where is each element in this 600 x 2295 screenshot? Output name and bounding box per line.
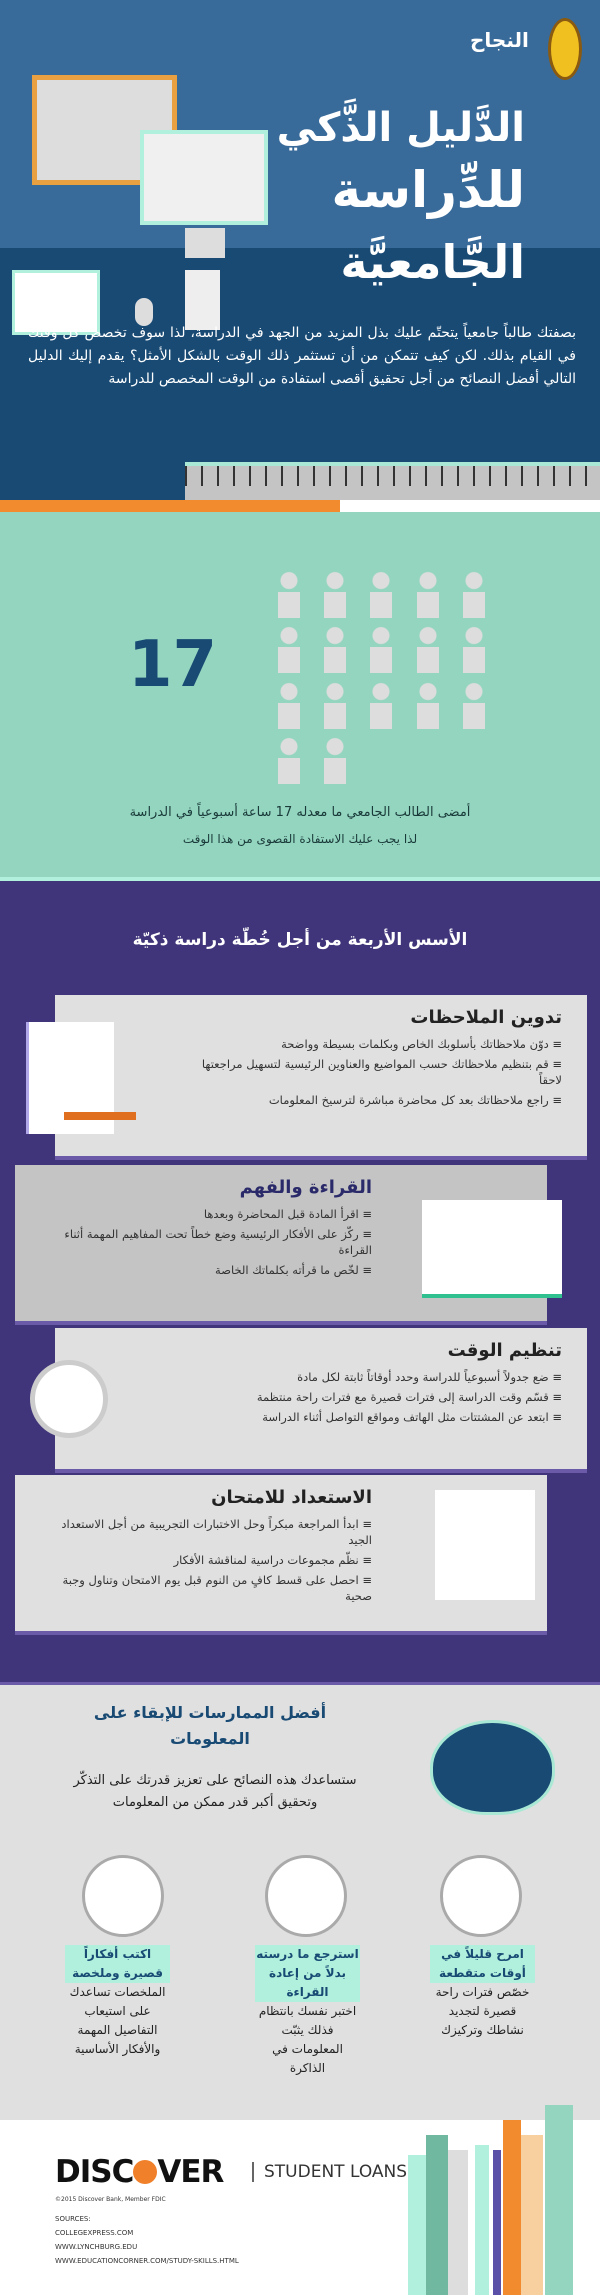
book-spine-icon bbox=[448, 2150, 468, 2295]
person-icon bbox=[272, 625, 306, 673]
copyright: ©2015 Discover Bank, Member FDIC bbox=[55, 2196, 166, 2203]
person-icon bbox=[457, 625, 491, 673]
best-practices-desc: ستساعدك هذه النصائح على تعزيز قدرتك على التذكّر وتحقيق أكبر قدر ممكن من المعلومات bbox=[73, 1773, 357, 1810]
stat-text bbox=[60, 800, 540, 852]
tip-text: خصّص فترات راحة قصيرة لتجديد نشاطك وتركيزك bbox=[435, 1985, 530, 2037]
pillars-title: الأسس الأربعة من أجل خُطّة دراسة ذكيّة bbox=[132, 930, 468, 950]
pen-icon bbox=[64, 1112, 136, 1120]
tip-title: امرح قليلاً في أوقات متقطعة bbox=[430, 1945, 535, 1983]
person-icon bbox=[272, 736, 306, 784]
title-line-2: للدِّراسة bbox=[331, 161, 525, 219]
card-item: ≡ اقرأ المادة قبل المحاضرة وبعدها bbox=[40, 1206, 372, 1222]
card-item: ≡ ضع جدولاً أسبوعياً للدراسة وحدد أوقاتاً ثابتة لكل مادة bbox=[145, 1369, 562, 1385]
tip-3 bbox=[65, 1945, 170, 2059]
boxes-icon bbox=[440, 1855, 522, 1937]
student-loans-label: STUDENT LOANS bbox=[252, 2162, 407, 2182]
monitor-stand-icon bbox=[185, 228, 225, 258]
card-item: ≡ دوّن ملاحظاتك بأسلوبك الخاص وبكلمات بسيطة وواضحة bbox=[190, 1036, 562, 1052]
brand-start: DISC bbox=[55, 2154, 134, 2190]
person-icon bbox=[272, 570, 306, 618]
best-practices-title: أفضل الممارسات للإبقاء على المعلومات bbox=[93, 1703, 327, 1748]
exam-papers-icon bbox=[435, 1490, 535, 1600]
stat-line-2: لذا يجب عليك الاستفادة القصوى من هذا الوقت bbox=[182, 832, 418, 846]
card-title: الاستعداد للامتحان bbox=[211, 1487, 372, 1508]
refresh-icon bbox=[82, 1855, 164, 1937]
card-item: ≡ قم بتنظيم ملاحظاتك حسب المواضيع والعناوين الرئيسية لتسهيل مراجعتها لاحقاً bbox=[190, 1056, 562, 1088]
card-title: تدوين الملاحظات bbox=[410, 1007, 562, 1028]
university-logo-icon bbox=[548, 18, 582, 80]
tip-text: اختبر نفسك بانتظام فذلك يثبّت المعلومات في الذاكرة bbox=[258, 2004, 357, 2075]
ruler-icon bbox=[185, 462, 600, 500]
brand-end: VER bbox=[157, 2154, 224, 2190]
person-icon bbox=[318, 625, 352, 673]
book-spine-icon bbox=[521, 2135, 543, 2295]
person-icon bbox=[272, 681, 306, 729]
book-spine-icon bbox=[493, 2150, 501, 2295]
open-book-icon bbox=[422, 1200, 562, 1298]
tip-2 bbox=[255, 1945, 360, 2078]
book-spine-icon bbox=[545, 2105, 573, 2295]
people-grid bbox=[272, 570, 497, 785]
source-link[interactable]: WWW.LYNCHBURG.EDU bbox=[55, 2243, 138, 2251]
book-spine-icon bbox=[426, 2135, 448, 2295]
card-item: ≡ ابتعد عن المشتتات مثل الهاتف ومواقع التواصل أثناء الدراسة bbox=[145, 1409, 562, 1425]
card-item: ≡ احصل على قسط كافٍ من النوم قبل يوم الامتحان وتناول وجبة صحية bbox=[40, 1572, 372, 1604]
person-icon bbox=[318, 736, 352, 784]
card-time-management bbox=[55, 1328, 587, 1473]
tip-title: استرجع ما درسته بدلاً من إعادة القراءة bbox=[255, 1945, 360, 2002]
alarm-clock-icon bbox=[30, 1360, 108, 1438]
sources-label: SOURCES: bbox=[55, 2215, 91, 2223]
tip-1 bbox=[430, 1945, 535, 2040]
title-line-1: الدَّليل الذَّكي bbox=[276, 105, 525, 151]
source-link[interactable]: WWW.EDUCATIONCORNER.COM/STUDY-SKILLS.HTML bbox=[55, 2257, 239, 2265]
source-link[interactable]: COLLEGEXPRESS.COM bbox=[55, 2229, 134, 2237]
person-icon bbox=[364, 625, 398, 673]
person-icon bbox=[457, 570, 491, 618]
card-item: ≡ ابدأ المراجعة مبكراً وحل الاختبارات التجريبية من أجل الاستعداد الجيد bbox=[40, 1516, 372, 1548]
person-icon bbox=[318, 681, 352, 729]
card-item: ≡ لخّص ما قرأته بكلماتك الخاصة bbox=[40, 1262, 372, 1278]
person-icon bbox=[411, 681, 445, 729]
person-icon bbox=[457, 681, 491, 729]
card-item: ≡ قسّم وقت الدراسة إلى فترات قصيرة مع فترات راحة منتظمة bbox=[145, 1389, 562, 1405]
trophy-icon bbox=[265, 1855, 347, 1937]
tip-text: الملخصات تساعدك على استيعاب التفاصيل المهمة والأفكار الأساسية bbox=[69, 1985, 166, 2056]
card-item: ≡ نظّم مجموعات دراسية لمناقشة الأفكار bbox=[40, 1552, 372, 1568]
notes-document-icon bbox=[26, 1022, 114, 1134]
brand-o-icon bbox=[133, 2160, 157, 2184]
intro-paragraph: بصفتك طالباً جامعياً يتحتّم عليك بذل المزيد من الجهد في الدراسة، لذا سوف تخصص كل وقتك في القيام بذلك. لكن كيف تتمكن من أن تستثمر ذلك الوقت بالشكل الأمثل؟ يقدم إليك الدليل التالي أفضل النصائح من أجل تحقيق أقصى استفادة من الوقت المخصص للدراسة bbox=[28, 325, 576, 387]
card-item: ≡ ركّز على الأفكار الرئيسية وضع خطاً تحت المفاهيم المهمة أثناء القراءة bbox=[40, 1226, 372, 1258]
book-spine-icon bbox=[503, 2120, 521, 2295]
book-spine-icon bbox=[408, 2155, 426, 2295]
tip-title: اكتب أفكاراً قصيرة وملخصة bbox=[65, 1945, 170, 1983]
pencil-icon bbox=[0, 500, 340, 512]
logo-text: النجاح bbox=[470, 28, 529, 52]
person-icon bbox=[364, 681, 398, 729]
card-title: القراءة والفهم bbox=[239, 1177, 372, 1198]
person-icon bbox=[411, 570, 445, 618]
card-title: تنظيم الوقت bbox=[447, 1340, 562, 1361]
books-illustration bbox=[405, 2095, 590, 2295]
brain-icon bbox=[430, 1720, 555, 1815]
card-item: ≡ راجع ملاحظاتك بعد كل محاضرة مباشرة لترسيخ المعلومات bbox=[190, 1092, 562, 1108]
title-line-3: الجَّامعيَّة bbox=[340, 235, 525, 289]
paper-icon bbox=[185, 270, 220, 330]
card-note-taking bbox=[55, 995, 587, 1160]
book-spine-icon bbox=[475, 2145, 489, 2295]
sources bbox=[55, 2212, 239, 2268]
stat-line-1: أمضى الطالب الجامعي ما معدله 17 ساعة أسبوعياً في الدراسة bbox=[129, 805, 471, 820]
person-icon bbox=[364, 570, 398, 618]
stat-number: 17 bbox=[128, 628, 218, 702]
discover-logo bbox=[55, 2155, 223, 2189]
person-icon bbox=[318, 570, 352, 618]
person-icon bbox=[411, 625, 445, 673]
